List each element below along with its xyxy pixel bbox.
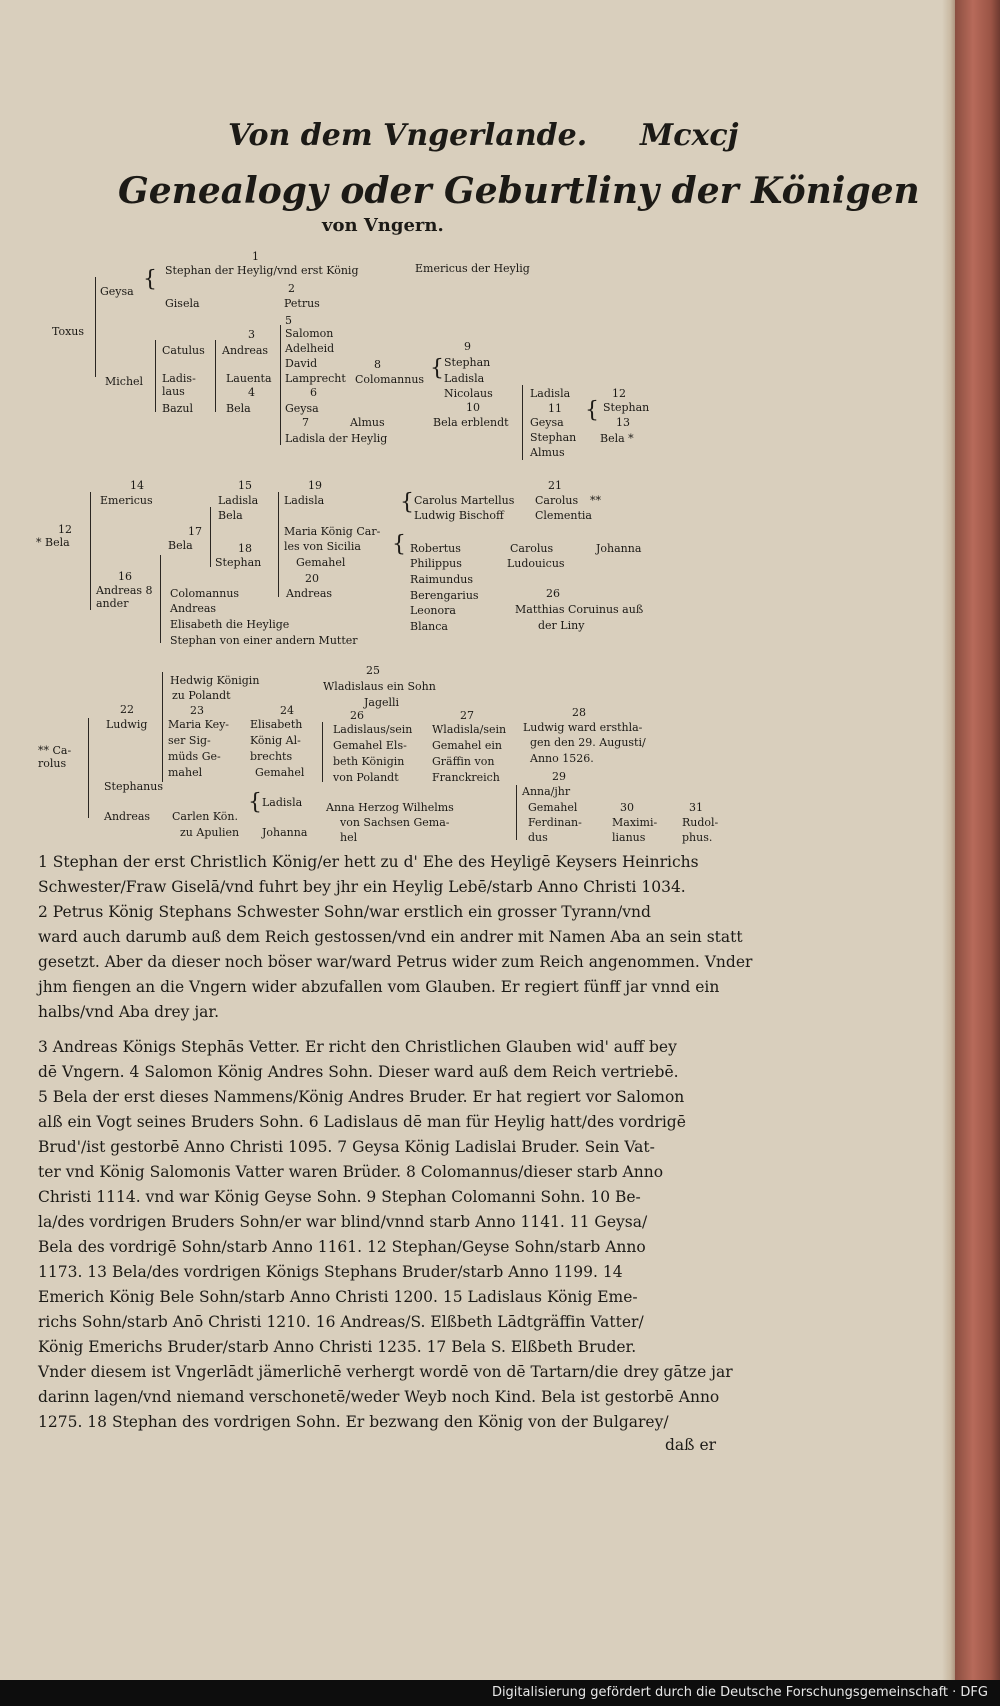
tree-entry: Salomon [285,327,334,340]
tree-entry: Emericus der Heylig [415,262,530,275]
tree-entry: Ladisla [284,494,325,507]
tree-number: 26 [350,709,364,722]
text-line: Emerich König Bele Sohn/starb Anno Christi 1200. 15 Ladislaus König Eme- [38,1288,638,1306]
footer-credit: Digitalisierung gefördert durch die Deutsche Forschungsgemeinschaft · DFG [491,1685,988,1700]
tree-line [160,555,161,643]
tree-entry: * Bela [36,536,70,549]
tree-number: 12 [58,523,72,536]
brace-mark: { [143,267,157,292]
tree-number: 26 [546,587,560,600]
brace-mark: { [400,490,414,515]
text-line: alß ein Vogt seines Bruders Sohn. 6 Ladislaus dē man für Heylig hatt/des vordrigē [38,1113,686,1131]
tree-entry: zu Polandt [172,689,231,702]
text-line: dē Vngern. 4 Salomon König Andres Sohn. Dieser ward auß dem Reich vertriebē. [38,1063,679,1081]
tree-entry: Toxus [52,325,85,338]
tree-entry: Colomannus [170,587,240,600]
tree-line [215,340,216,412]
text-line: la/des vordrigen Bruders Sohn/er war blind/vnnd starb Anno 1141. 11 Geysa/ [38,1213,648,1231]
tree-entry: Blanca [410,620,448,633]
tree-number: 13 [616,416,630,429]
tree-entry: Ladis- laus [162,372,196,398]
text-line: Schwester/Fraw Giselā/vnd fuhrt bey jhr ein Heylig Lebē/starb Anno Christi 1034. [38,878,686,896]
brace-mark: { [585,398,599,423]
tree-entry: Ladisla [262,796,303,809]
tree-entry: Gemahel [528,801,578,814]
tree-entry: Nicolaus [444,387,493,400]
tree-entry: Stephanus [104,780,163,793]
text-line: 1 Stephan der erst Christlich König/er hett zu d' Ehe des Heyligē Keysers Heinrichs [38,853,699,871]
tree-number: 23 [190,704,204,717]
tree-entry: Almus [530,446,565,459]
tree-entry: Stephan [530,431,577,444]
tree-number: 22 [120,703,134,716]
tree-entry: Ludwig ward ersthla- [523,721,643,734]
tree-entry: beth Königin [333,755,405,768]
tree-entry: Johanna [596,542,642,555]
tree-entry: Bela [218,509,243,522]
tree-line [516,785,517,840]
tree-entry: Raimundus [410,573,473,586]
text-line: richs Sohn/starb Anō Christi 1210. 16 Andreas/S. Elßbeth Lādtgräffin Vatter/ [38,1313,644,1331]
tree-number: 19 [308,479,322,492]
tree-entry: dus [528,831,548,844]
tree-line [162,672,163,782]
tree-entry: Bela [168,539,193,552]
tree-entry: Anna/jhr [522,785,571,798]
tree-entry: Anno 1526. [530,752,594,765]
tree-entry: les von Sicilia [284,540,361,553]
text-line: Vnder diesem ist Vngerlādt jämerlichē verhergt wordē von dē Tartarn/die drey gātze jar [38,1363,733,1381]
tree-entry: Leonora [410,604,456,617]
running-title: Von dem Vngerlande. [228,118,588,153]
tree-entry: Ladislaus/sein [333,723,413,736]
tree-number: 11 [548,402,562,415]
tree-entry: Gisela [165,297,200,310]
tree-number: 27 [460,709,474,722]
tree-entry: Maria König Car- [284,525,381,538]
tree-entry: Stephan [215,556,262,569]
tree-entry: von Sachsen Gema- [340,816,450,829]
tree-entry: Johanna [262,826,308,839]
text-line: jhm fiengen an die Vngern wider abzufallen vom Glauben. Er regiert fünff jar vnnd ein [38,978,720,996]
page-edge [942,0,956,1706]
tree-entry: Ferdinan- [528,816,582,829]
tree-entry: Ladisla [444,372,485,385]
text-line: darinn lagen/vnd niemand verschonetē/weder Weyb noch Kind. Bela ist gestorbē Anno [38,1388,720,1406]
tree-entry: Andreas [222,344,269,357]
tree-number: 28 [572,706,586,719]
page-title: Genealogy oder Geburtliny der Königen [118,170,920,212]
tree-entry: Stephan [444,356,491,369]
tree-number: 31 [689,801,703,814]
tree-entry: Clementia [535,509,592,522]
tree-entry: ser Sig- [168,734,211,747]
tree-entry: Emericus [100,494,153,507]
text-line: ter vnd König Salomonis Vatter waren Brüder. 8 Colomannus/dieser starb Anno [38,1163,664,1181]
text-line: ward auch darumb auß dem Reich gestossen/vnd ein andrer mit Namen Aba an sein statt [38,928,743,946]
tree-line [210,507,211,567]
tree-entry: Gemahel Els- [333,739,407,752]
text-line: gesetzt. Aber da dieser noch böser war/ward Petrus wider zum Reich angenommen. Vnder [38,953,753,971]
tree-entry: Adelheid [285,342,335,355]
tree-entry: Andreas 8 ander [96,584,153,610]
text-line: 5 Bela der erst dieses Nammens/König Andres Bruder. Er hat regiert vor Salomon [38,1088,685,1106]
tree-number: 8 [374,358,381,371]
tree-entry: Carolus Martellus [414,494,515,507]
tree-entry: Ladisla der Heylig [285,432,388,445]
tree-entry: ** [590,494,601,507]
tree-number: 15 [238,479,252,492]
tree-entry: zu Apulien [180,826,240,839]
text-line: Brud'/ist gestorbē Anno Christi 1095. 7 Geysa König Ladislai Bruder. Sein Vat- [38,1138,655,1156]
tree-entry: Jagelli [364,696,400,709]
tree-number: 5 [285,314,292,327]
page-subtitle: von Vngern. [322,215,444,236]
tree-number: 21 [548,479,562,492]
body-text [38,850,753,1435]
tree-entry: Franckreich [432,771,500,784]
tree-entry: Carolus [535,494,579,507]
tree-line [155,340,156,412]
tree-entry: Rudol- [682,816,719,829]
tree-entry: hel [340,831,358,844]
tree-entry: Gemahel ein [432,739,503,752]
tree-entry: Stephan [603,401,650,414]
tree-entry: Bela erblendt [433,416,509,429]
tree-entry: Lamprecht [285,372,346,385]
tree-number: 3 [248,328,255,341]
brace-mark: { [392,532,406,557]
text-line: halbs/vnd Aba drey jar. [38,1003,220,1021]
tree-line [522,385,523,460]
tree-entry: von Polandt [333,771,399,784]
text-line: 1275. 18 Stephan des vordrigen Sohn. Er bezwang den König von der Bulgarey/ [38,1413,669,1431]
tree-entry: Geysa [285,402,319,415]
tree-number: 10 [466,401,480,414]
tree-entry: Andreas [286,587,333,600]
tree-number: 12 [612,387,626,400]
tree-number: 9 [464,340,471,353]
tree-entry: Colomannus [355,373,425,386]
tree-entry: Stephan der Heylig/vnd erst König [165,264,359,277]
tree-entry: brechts [250,750,293,763]
tree-entry: Wladisla/sein [432,723,507,736]
tree-entry: Almus [350,416,385,429]
text-line: König Emerichs Bruder/starb Anno Christi 1235. 17 Bela S. Elßbeth Bruder. [38,1338,637,1356]
tree-entry: Stephan von einer andern Mutter [170,634,358,647]
tree-entry: Andreas [170,602,217,615]
tree-number: 7 [302,416,309,429]
tree-line [88,718,89,818]
tree-entry: Geysa [100,285,134,298]
tree-entry: Carlen Kön. [172,810,238,823]
folio-number: Mcxcj [640,118,739,153]
tree-number: 24 [280,704,294,717]
tree-number: 17 [188,525,202,538]
tree-line [278,492,279,597]
tree-line [280,325,281,445]
tree-entry: Michel [105,375,144,388]
tree-entry: müds Ge- [168,750,221,763]
tree-entry: Maximi- [612,816,658,829]
footer-bar [0,1680,1000,1706]
tree-entry: Berengarius [410,589,479,602]
tree-entry: Philippus [410,557,462,570]
tree-entry: Elisabeth die Heylige [170,618,290,631]
tree-entry: Gemahel [255,766,305,779]
tree-number: 30 [620,801,634,814]
tree-entry: Matthias Coruinus auß [515,603,644,616]
tree-number: 2 [288,282,295,295]
tree-number: 6 [310,386,317,399]
tree-entry: lianus [612,831,646,844]
tree-entry: Bela [226,402,251,415]
tree-number: 16 [118,570,132,583]
tree-entry: Geysa [530,416,564,429]
tree-entry: Ludouicus [507,557,565,570]
tree-entry: Carolus [510,542,554,555]
brace-mark: { [430,356,444,381]
tree-entry: Bazul [162,402,194,415]
tree-entry: Elisabeth [250,718,303,731]
tree-entry: Maria Key- [168,718,230,731]
tree-entry: Gräffin von [432,755,495,768]
tree-entry: mahel [168,766,203,779]
tree-number: 25 [366,664,380,677]
text-line: 3 Andreas Königs Stephās Vetter. Er richt den Christlichen Glauben wid' auff bey [38,1038,677,1056]
tree-entry: der Liny [538,619,585,632]
tree-entry: ** Ca- rolus [38,744,72,770]
tree-entry: Ludwig Bischoff [414,509,504,522]
tree-number: 18 [238,542,252,555]
tree-number: 14 [130,479,144,492]
tree-line [322,722,323,782]
catchword: daß er [665,1436,717,1454]
tree-number: 20 [305,572,319,585]
tree-number: 1 [252,250,259,263]
text-line: Christi 1114. vnd war König Geyse Sohn. 9 Stephan Colomanni Sohn. 10 Be- [38,1188,641,1206]
tree-entry: David [285,357,318,370]
tree-entry: phus. [682,831,713,844]
tree-entry: Bela * [600,432,634,445]
text-line: 1173. 13 Bela/des vordrigen Königs Stephans Bruder/starb Anno 1199. 14 [38,1263,623,1281]
tree-entry: Gemahel [296,556,346,569]
tree-entry: Anna Herzog Wilhelms [326,801,454,814]
text-line: Bela des vordrigē Sohn/starb Anno 1161. 12 Stephan/Geyse Sohn/starb Anno [38,1238,646,1256]
tree-entry: Wladislaus ein Sohn [323,680,436,693]
tree-entry: Ludwig [106,718,148,731]
tree-entry: Andreas [104,810,151,823]
tree-entry: Ladisla [218,494,259,507]
tree-line [90,492,91,610]
tree-number: 29 [552,770,566,783]
tree-line [95,277,96,377]
tree-entry: gen den 29. Augusti/ [530,736,646,749]
tree-entry: Robertus [410,542,461,555]
tree-entry: Catulus [162,344,205,357]
tree-entry: Hedwig Königin [170,674,260,687]
tree-number: 4 [248,386,255,399]
book-spine [955,0,1000,1706]
text-line: 2 Petrus König Stephans Schwester Sohn/war erstlich ein grosser Tyrann/vnd [38,903,651,921]
tree-entry: König Al- [250,734,301,747]
tree-entry: Lauenta [226,372,272,385]
tree-entry: Petrus [284,297,320,310]
tree-entry: Ladisla [530,387,571,400]
brace-mark: { [248,790,262,815]
